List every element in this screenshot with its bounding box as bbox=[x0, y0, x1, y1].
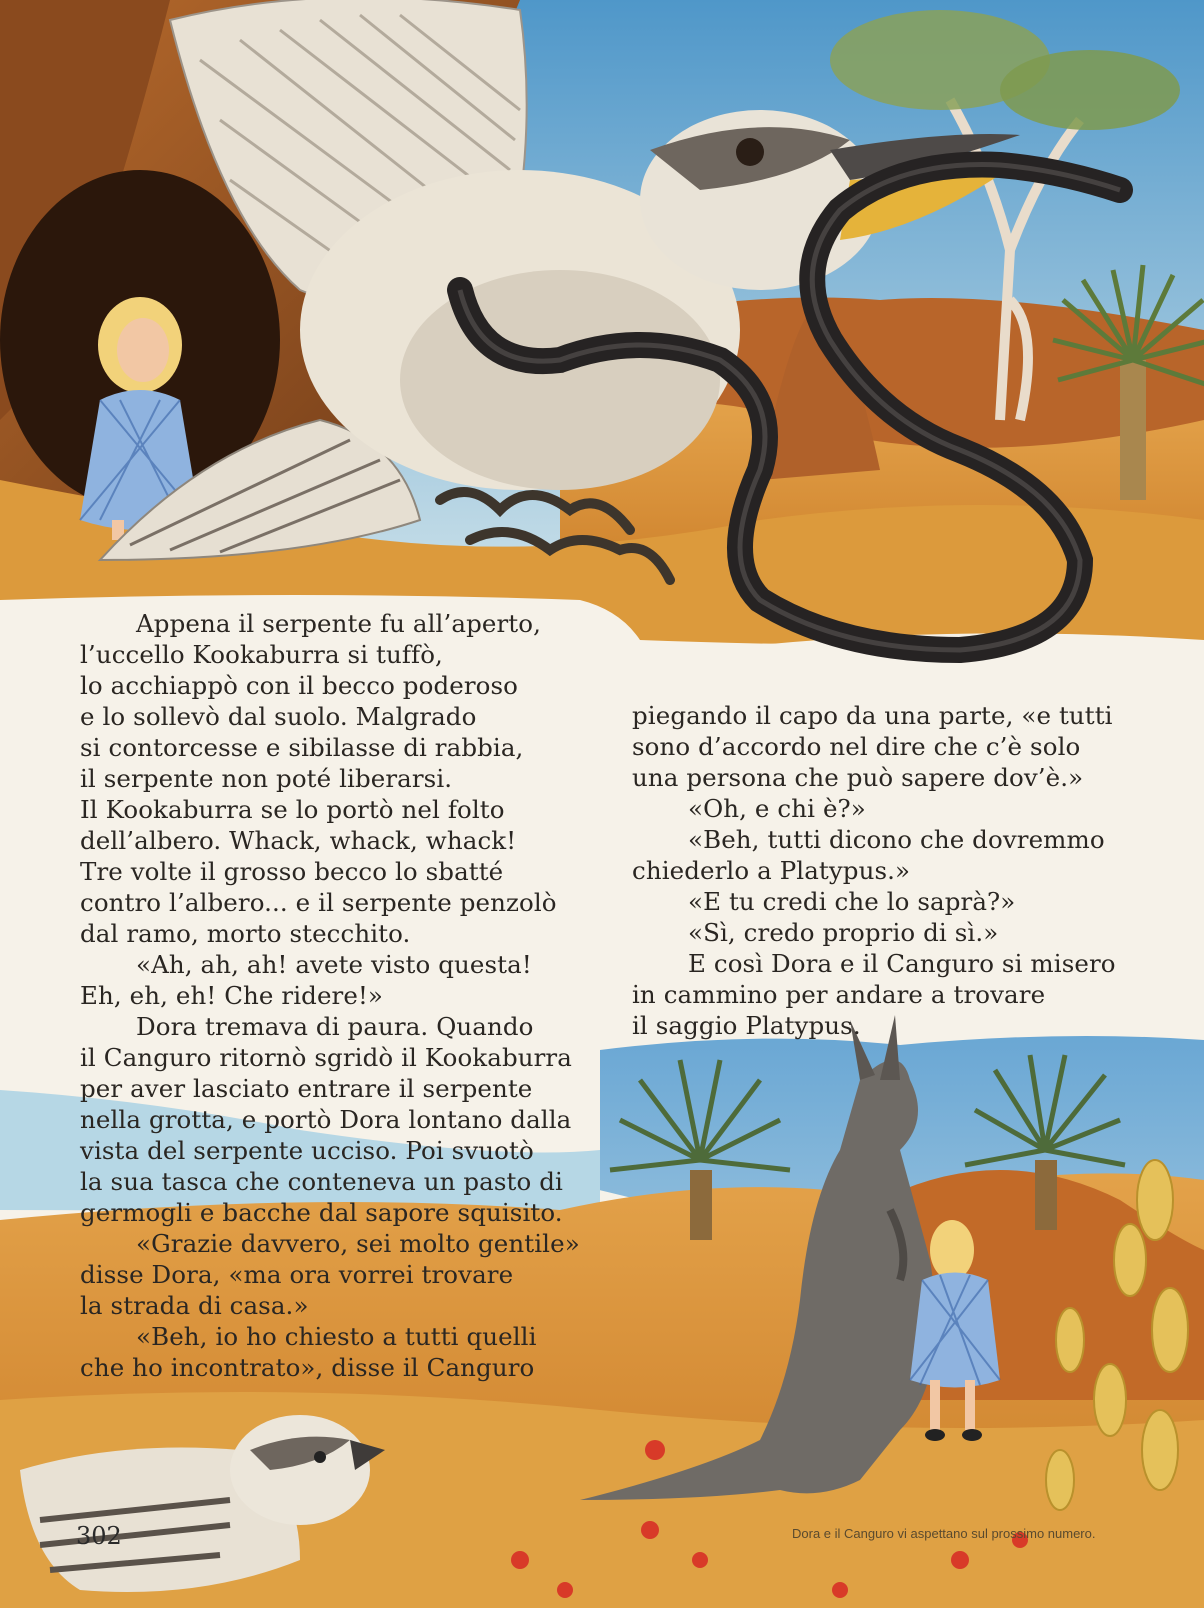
text-line: una persona che può sapere dov’è.» bbox=[632, 763, 1084, 792]
text-line: Appena il serpente fu all’aperto, bbox=[136, 609, 541, 638]
text-line: dell’albero. Whack, whack, whack! bbox=[80, 826, 517, 855]
text-line: il serpente non poté liberarsi. bbox=[80, 764, 453, 793]
text-line: «Oh, e chi è?» bbox=[688, 794, 866, 823]
text-line: sono d’accordo nel dire che c’è solo bbox=[632, 732, 1081, 761]
text-column-right bbox=[632, 700, 1116, 1041]
text-line: germogli e bacche dal sapore squisito. bbox=[80, 1198, 563, 1227]
footnote: Dora e il Canguro vi aspettano sul prossimo numero. bbox=[792, 1526, 1096, 1541]
text-line: l’uccello Kookaburra si tuffò, bbox=[80, 640, 443, 669]
text-line: «Beh, tutti dicono che dovremmo bbox=[688, 825, 1105, 854]
text-line: il Canguro ritornò sgridò il Kookaburra bbox=[80, 1043, 572, 1072]
text-line: in cammino per andare a trovare bbox=[632, 980, 1046, 1009]
text-line: la sua tasca che conteneva un pasto di bbox=[80, 1167, 563, 1196]
text-line: il saggio Platypus. bbox=[632, 1011, 861, 1040]
text-line: che ho incontrato», disse il Canguro bbox=[80, 1353, 535, 1382]
text-line: Eh, eh, eh! Che ridere!» bbox=[80, 981, 383, 1010]
text-line: e lo sollevò dal suolo. Malgrado bbox=[80, 702, 477, 731]
text-line: «Beh, io ho chiesto a tutti quelli bbox=[136, 1322, 537, 1351]
page-number: 302 bbox=[76, 1522, 122, 1550]
text-line: chiederlo a Platypus.» bbox=[632, 856, 911, 885]
text-line: Dora tremava di paura. Quando bbox=[136, 1012, 534, 1041]
text-line: lo acchiappò con il becco poderoso bbox=[80, 671, 519, 700]
text-line: disse Dora, «ma ora vorrei trovare bbox=[80, 1260, 514, 1289]
text-line: «Ah, ah, ah! avete visto questa! bbox=[136, 950, 532, 979]
text-column-left bbox=[80, 608, 580, 1383]
text-line: si contorcesse e sibilasse di rabbia, bbox=[80, 733, 524, 762]
text-line: contro l’albero... e il serpente penzolò bbox=[80, 888, 557, 917]
text-line: Il Kookaburra se lo portò nel folto bbox=[80, 795, 505, 824]
text-line: vista del serpente ucciso. Poi svuotò bbox=[80, 1136, 534, 1165]
text-line: piegando il capo da una parte, «e tutti bbox=[632, 701, 1113, 730]
text-line: «E tu credi che lo saprà?» bbox=[688, 887, 1016, 916]
text-line: dal ramo, morto stecchito. bbox=[80, 919, 411, 948]
text-line: Tre volte il grosso becco lo sbatté bbox=[80, 857, 504, 886]
text-line: per aver lasciato entrare il serpente bbox=[80, 1074, 533, 1103]
text-line: «Sì, credo proprio di sì.» bbox=[688, 918, 999, 947]
text-line: nella grotta, e portò Dora lontano dalla bbox=[80, 1105, 572, 1134]
text-line: «Grazie davvero, sei molto gentile» bbox=[136, 1229, 580, 1258]
text-line: E così Dora e il Canguro si misero bbox=[688, 949, 1116, 978]
text-line: la strada di casa.» bbox=[80, 1291, 309, 1320]
